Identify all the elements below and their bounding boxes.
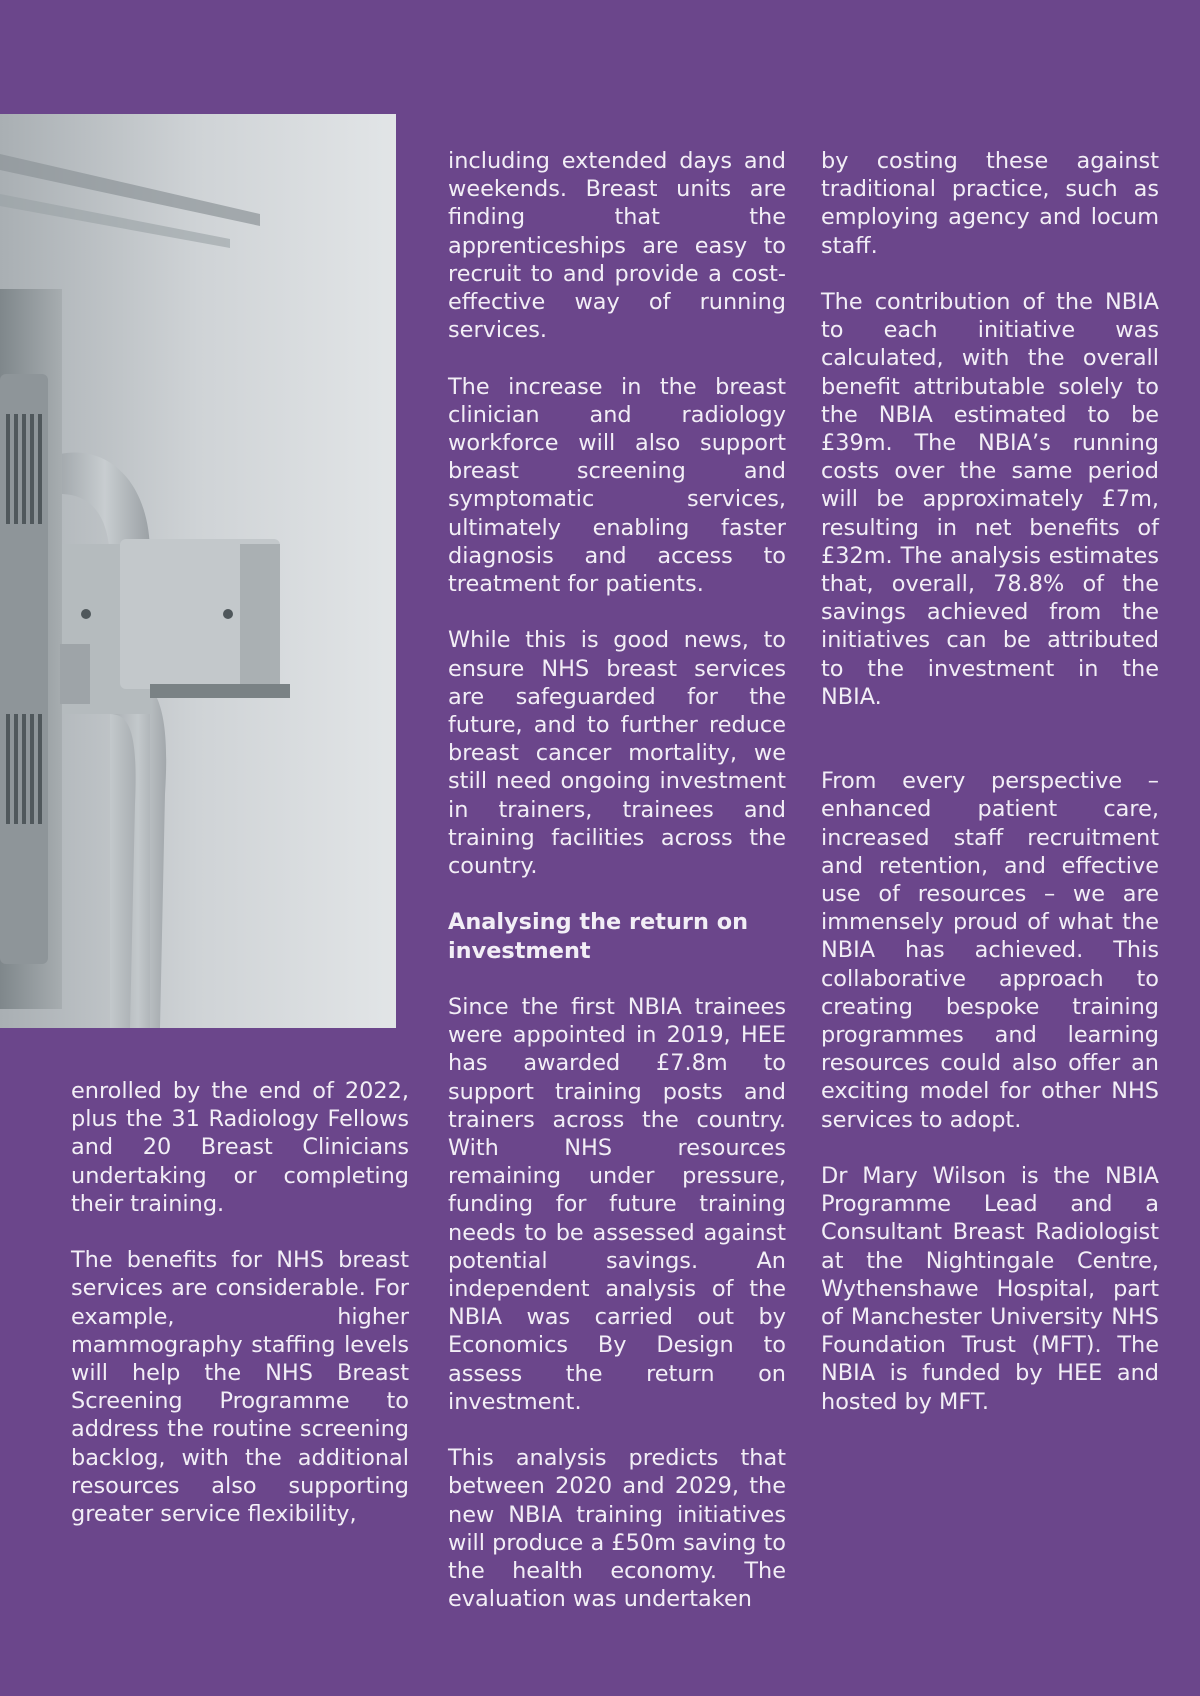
section-heading: Analysing the return on investment xyxy=(448,909,749,964)
paragraph: enrolled by the end of 2022, plus the 31 Radiology Fellows and 20 Breast Clinicians undertaking or completing their training. xyxy=(71,1078,409,1217)
paragraph-spacer xyxy=(821,739,1159,767)
author-bio: Dr Mary Wilson is the NBIA Programme Lead and a Consultant Breast Radiologist at the Nightingale Centre, Wythenshawe Hospital, part of Manchester University NHS Foundation Trust (MFT). The NBIA is funded by HEE and hosted by MFT. xyxy=(821,1163,1159,1415)
paragraph: Since the first NBIA trainees were appointed in 2019, HEE has awarded £7.8m to support training posts and trainers across the country. With NHS resources remaining under pressure, funding for future training needs to be assessed against potential savings. An independent analysis of the NBIA was carried out by Economics By Design to assess the return on investment. xyxy=(448,994,786,1415)
mammography-machine-photo xyxy=(0,114,396,1028)
paragraph: While this is good news, to ensure NHS breast services are safeguarded for the future, and to further reduce breast cancer mortality, we still need ongoing investment in trainers, trainees and training facilities across the country. xyxy=(448,627,786,880)
paragraph: This analysis predicts that between 2020 and 2029, the new NBIA training initiatives will produce a £50m saving to the health economy. The evaluation was undertaken xyxy=(448,1445,786,1613)
text-column-3 xyxy=(821,147,1159,1444)
paragraph: The contribution of the NBIA to each initiative was calculated, with the overall benefit attributable solely to the NBIA estimated to be £39m. The NBIA’s running costs over the same period will be approximately £7m, resulting in net benefits of £32m. The analysis estimates that, overall, 78.8% of the savings achieved from the initiatives can be attributed to the investment in the NBIA. xyxy=(821,289,1159,710)
paragraph: The benefits for NHS breast services are considerable. For example, higher mammography staffing levels will help the NHS Breast Screening Programme to address the routine screening backlog, with the additional resources also supporting greater service flexibility, xyxy=(71,1247,409,1528)
paragraph: The increase in the breast clinician and radiology workforce will also support breast screening and symptomatic services, ultimately enabling faster diagnosis and access to treatment for patients. xyxy=(448,373,786,598)
paragraph: From every perspective – enhanced patient care, increased staff recruitment and retention, and effective use of resources – we are immensely proud of what the NBIA has achieved. This collaborative approach to creating bespoke training programmes and learning resources could also offer an exciting model for other NHS services to adopt. xyxy=(821,768,1159,1133)
paragraph: including extended days and weekends. Breast units are finding that the apprenticeships are easy to recruit to and provide a cost-effective way of running services. xyxy=(448,148,786,344)
text-column-2 xyxy=(448,147,786,1642)
paragraph: by costing these against traditional practice, such as employing agency and locum staff. xyxy=(821,148,1159,259)
text-column-1 xyxy=(71,1077,409,1556)
